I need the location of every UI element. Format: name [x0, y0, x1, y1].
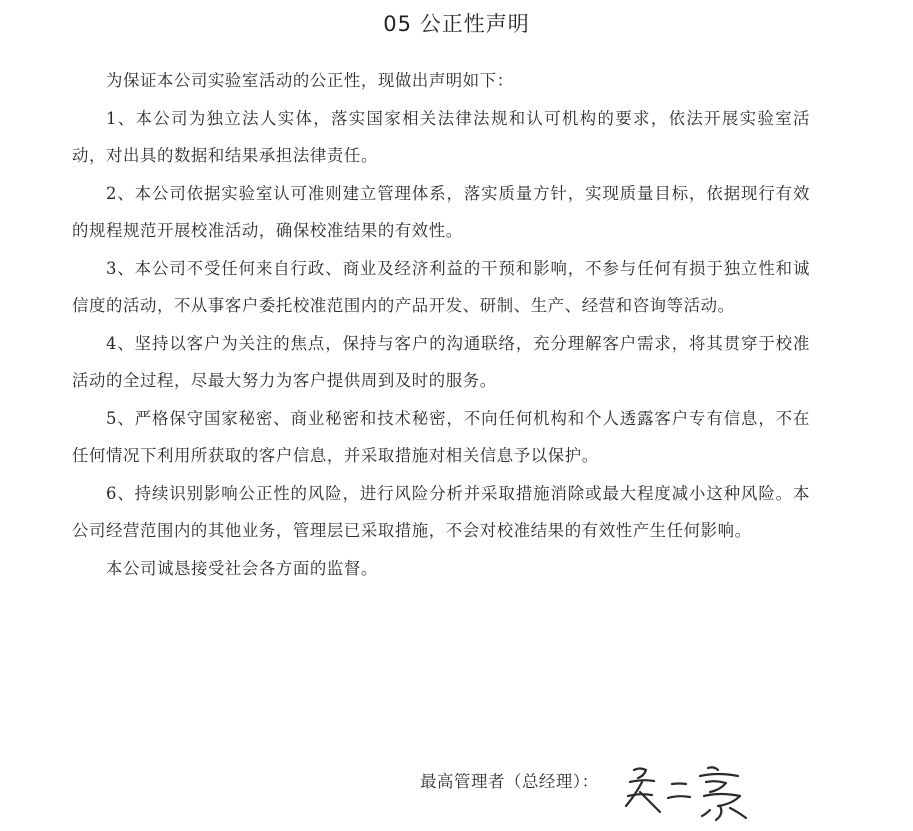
- intro-paragraph: 为保证本公司实验室活动的公正性，现做出声明如下：: [106, 71, 514, 90]
- handwritten-signature: [620, 762, 770, 824]
- clause-2: 2、本公司依据实验室认可准则建立管理体系，落实质量方针，实现质量目标，依据现行有效的规程规范开展校准活动，确保校准结果的有效性。: [72, 183, 810, 240]
- document-title: 05 公正性声明: [383, 12, 530, 36]
- clause-5: 5、严格保守国家秘密、商业秘密和技术秘密，不向任何机构和个人透露客户专有信息，不在任何情况下利用所获取的客户信息，并采取措施对相关信息予以保护。: [72, 408, 810, 465]
- clause-4: 4、坚持以客户为关注的焦点，保持与客户的沟通联络，充分理解客户需求，将其贯穿于校准活动的全过程，尽最大努力为客户提供周到及时的服务。: [72, 333, 810, 390]
- closing-paragraph: 本公司诚恳接受社会各方面的监督。: [106, 558, 378, 578]
- signature-block: [420, 762, 860, 822]
- document-body: [72, 62, 810, 587]
- signature-label: 最高管理者（总经理）：: [420, 772, 599, 791]
- clause-1: 1、本公司为独立法人实体，落实国家相关法律法规和认可机构的要求，依法开展实验室活动，对出具的数据和结果承担法律责任。: [72, 108, 810, 165]
- clause-3: 3、本公司不受任何来自行政、商业及经济利益的干预和影响，不参与任何有损于独立性和诚信度的活动，不从事客户委托校准范围内的产品开发、研制、生产、经营和咨询等活动。: [72, 258, 810, 315]
- clause-6: 6、持续识别影响公正性的风险，进行风险分析并采取措施消除或最大程度减小这种风险。本公司经营范围内的其他业务，管理层已采取措施，不会对校准结果的有效性产生任何影响。: [72, 483, 810, 540]
